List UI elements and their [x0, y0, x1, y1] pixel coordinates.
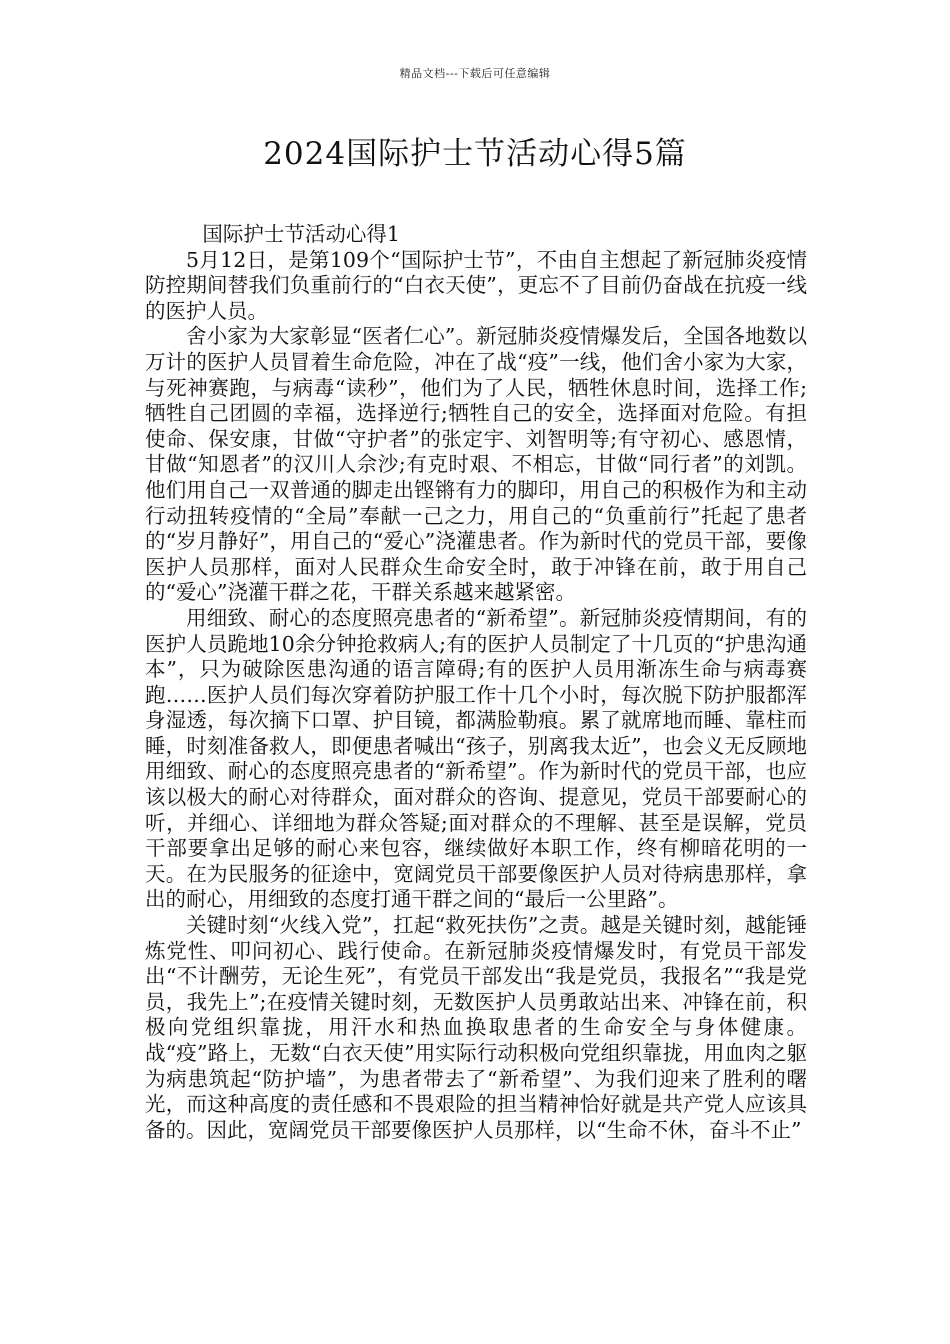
header-note: 精品文档---下载后可任意编辑 [399, 67, 551, 80]
document-body [145, 222, 807, 1143]
paragraph-party: 关键时刻“火线入党”，扛起“救死扶伤”之责。越是关键时刻，越能锤炼党性、叩问初心、践行使命。在新冠肺炎疫情爆发时，有党员干部发出“不计酬劳，无论生死”，有党员干部发出“我是党员，我报名”“我是党员，我先上”;在疫情关键时刻，无数医护人员勇敢站出来、冲锋在前，积极向党组织靠拢，用汗水和热血换取患者的生命安全与身体健康。战“疫”路上，无数“白衣天使”用实际行动积极向党组织靠拢，用血肉之躯为病患筑起“防护墙”，为患者带去了“新希望”、为我们迎来了胜利的曙光，而这种高度的责任感和不畏艰险的担当精神恰好就是共产党人应该具备的。因此，宽阔党员干部要像医护人员那样，以“生命不休，奋斗不止” [145, 913, 807, 1142]
document-title: 2024国际护士节活动心得5篇 [263, 136, 687, 172]
paragraph-patience: 用细致、耐心的态度照亮患者的“新希望”。新冠肺炎疫情期间，有的医护人员跪地10余分钟抢救病人;有的医护人员制定了十几页的“护患沟通本”，只为破除医患沟通的语言障碍;有的医护人员用渐冻生命与病毒赛跑……医护人员们每次穿着防护服工作十几个小时，每次脱下防护服都浑身湿透，每次摘下口罩、护目镜，都满脸勒痕。累了就席地而睡、靠柱而睡，时刻准备救人，即便患者喊出“孩子，别离我太近”，也会义无反顾地用细致、耐心的态度照亮患者的“新希望”。作为新时代的党员干部，也应该以极大的耐心对待群众，面对群众的咨询、提意见，党员干部要耐心的听，并细心、详细地为群众答疑;面对群众的不理解、甚至是误解，党员干部要拿出足够的耐心来包容，继续做好本职工作，终有柳暗花明的一天。在为民服务的征途中，宽阔党员干部要像医护人员对待病患那样，拿出的耐心，用细致的态度打通干群之间的“最后一公里路”。 [145, 605, 807, 912]
paragraph-intro: 5月12日，是第109个“国际护士节”，不由自主想起了新冠肺炎疫情防控期间替我们负重前行的“白衣天使”，更忘不了目前仍奋战在抗疫一线的医护人员。 [145, 247, 807, 323]
section-heading: 国际护士节活动心得1 [202, 222, 400, 246]
paragraph-selfless: 舍小家为大家彰显“医者仁心”。新冠肺炎疫情爆发后，全国各地数以万计的医护人员冒着生命危险，冲在了战“疫”一线，他们舍小家为大家，与死神赛跑，与病毒“读秒”，他们为了人民，牺牲休息时间，选择工作;牺牲自己团圆的幸福，选择逆行;牺牲自己的安全，选择面对危险。有担使命、保安康，甘做“守护者”的张定宇、刘智明等;有守初心、感恩情，甘做“知恩者”的汉川人佘沙;有克时艰、不相忘，甘做“同行者”的刘凯。他们用自己一双普通的脚走出铿锵有力的脚印，用自己的积极作为和主动行动扭转疫情的“全局”奉献一己之力，用自己的“负重前行”托起了患者的“岁月静好”，用自己的“爱心”浇灌患者。作为新时代的党员干部，要像医护人员那样，面对人民群众生命安全时，敢于冲锋在前，敢于用自己的“爱心”浇灌干群之花，干群关系越来越紧密。 [145, 324, 807, 605]
